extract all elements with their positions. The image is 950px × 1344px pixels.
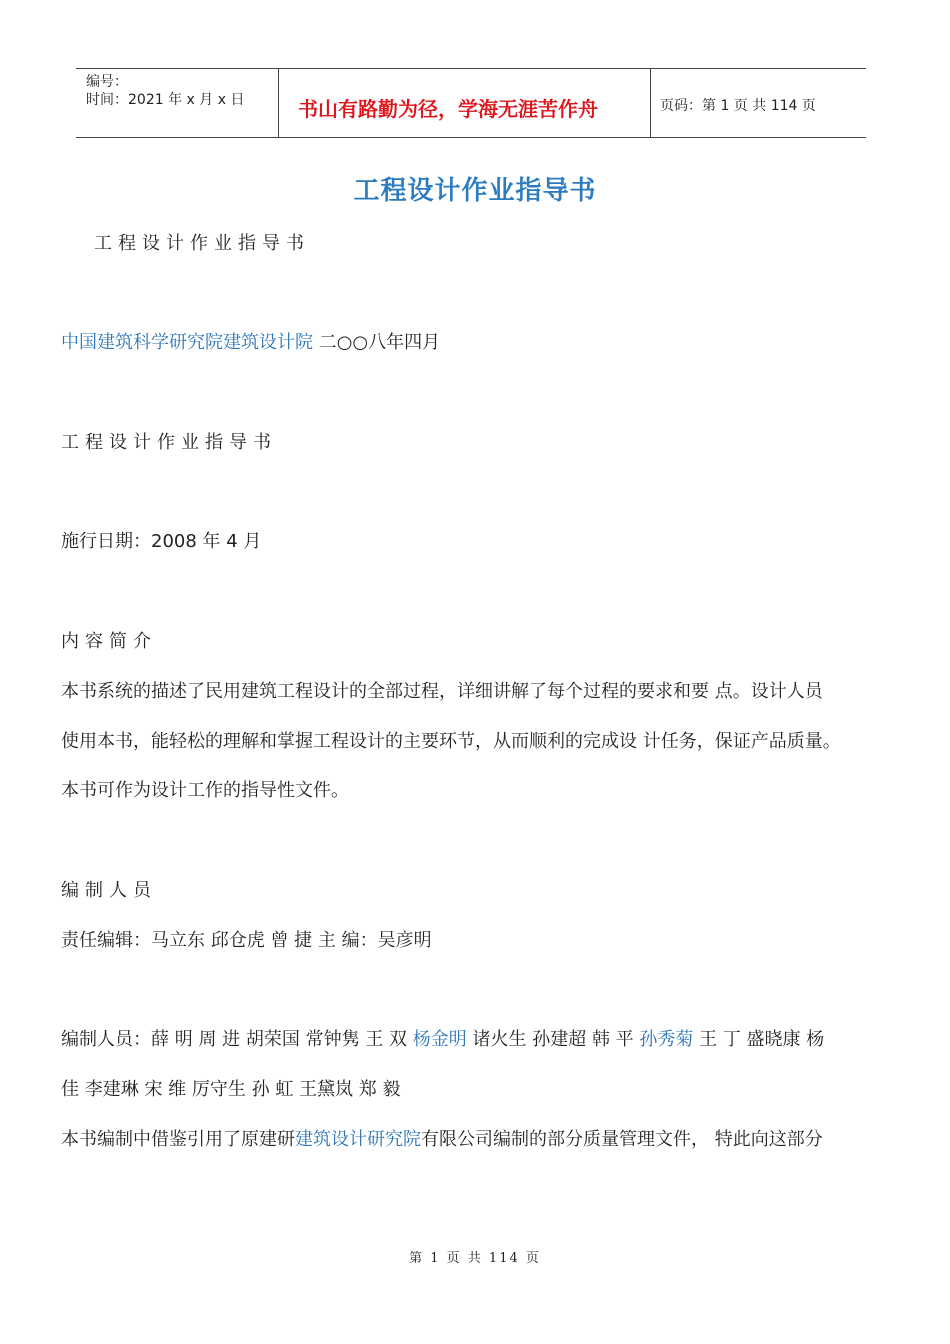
org-line [61, 328, 440, 354]
date-text: 二○○八年四月 [313, 332, 441, 353]
staff-line-1 [61, 1025, 824, 1051]
header-page-cell [650, 69, 866, 137]
ack-text-c: 有限公司编制的部分质量管理文件， 特此向这部分 [421, 1129, 823, 1150]
page-info: 页码：第 1 页 共 114 页 [660, 98, 816, 114]
intro-paragraph-line-3: 本书可作为设计工作的指导性文件。 [61, 780, 349, 801]
subtitle: 工程设计作业指导书 [94, 233, 310, 254]
staff-line-2: 佳 李建琳 宋 维 厉守生 孙 虹 王黛岚 郑 毅 [61, 1079, 401, 1100]
staff-text-c: 诸火生 孙建超 韩 平 [466, 1029, 640, 1050]
org-link[interactable]: 中国建筑科学研究院建筑设计院 [61, 332, 313, 353]
ack-text-a: 本书编制中借鉴引用了原建研 [61, 1129, 295, 1150]
staff-heading: 编制人员 [61, 880, 157, 901]
time-label: 时间：2021 年 x 月 x 日 [86, 92, 245, 108]
header-motto-cell [278, 69, 651, 137]
intro-paragraph-line-1: 本书系统的描述了民用建筑工程设计的全部过程，详细讲解了每个过程的要求和要 点。设计人员 [61, 681, 823, 702]
intro-paragraph-line-2: 使用本书，能轻松的理解和掌握工程设计的主要环节，从而顺利的完成设 计任务，保证产品质量。 [61, 731, 841, 752]
intro-heading: 内容简介 [61, 631, 157, 652]
ack-line [61, 1125, 823, 1151]
number-label: 编号： [86, 74, 128, 90]
document-title: 工程设计作业指导书 [353, 176, 597, 206]
subtitle-2: 工程设计作业指导书 [61, 432, 277, 453]
editors-line: 责任编辑：马立东 邱仓虎 曾 捷 主 编：吴彦明 [61, 930, 432, 951]
header-meta-cell [76, 69, 279, 137]
staff-link-sunxiuju[interactable]: 孙秀菊 [639, 1029, 694, 1050]
staff-link-yangjinming[interactable]: 杨金明 [412, 1029, 467, 1050]
effective-date: 施行日期：2008 年 4 月 [61, 531, 262, 552]
staff-text-e: 王 丁 盛晓康 杨 [693, 1029, 825, 1050]
motto: 书山有路勤为径，学海无涯苦作舟 [298, 97, 598, 121]
page-footer: 第 1 页 共 114 页 [409, 1251, 541, 1266]
header-table [76, 68, 866, 138]
ack-link-institute[interactable]: 建筑设计研究院 [295, 1129, 421, 1150]
staff-text-a: 编制人员：薛 明 周 进 胡荣国 常钟隽 王 双 [61, 1029, 413, 1050]
